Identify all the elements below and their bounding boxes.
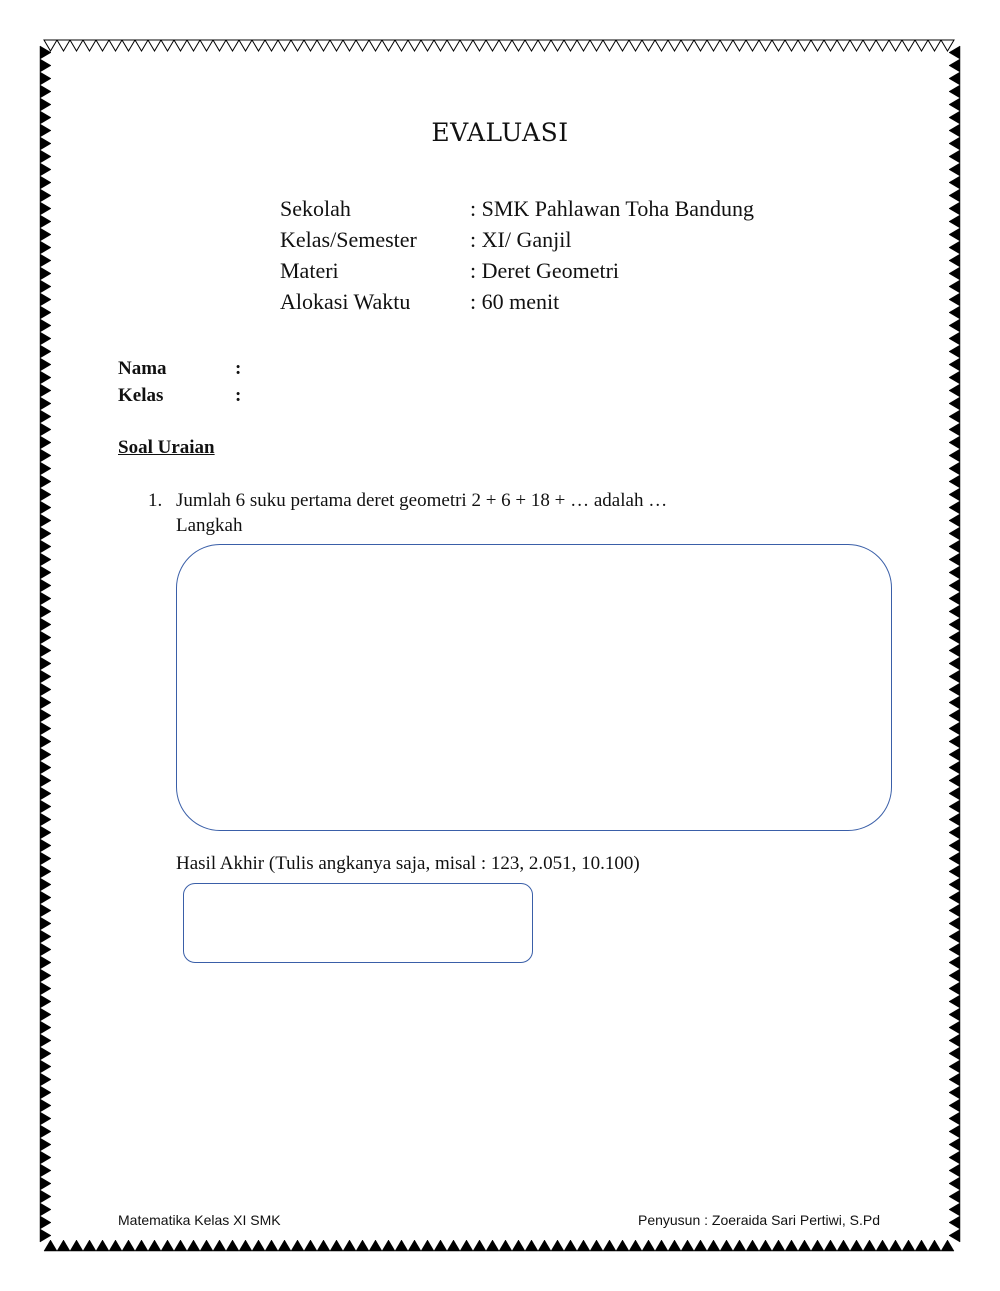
student-class-label: Kelas [118,385,164,406]
info-label: Materi [280,258,339,283]
info-row-material [280,258,754,289]
info-value: : XI/ Ganjil [470,227,572,252]
info-value: : Deret Geometri [470,258,620,283]
final-answer-input[interactable] [183,883,533,963]
info-row-time-allocation [280,289,754,320]
info-value: : 60 menit [470,289,560,314]
info-label: Kelas/Semester [280,227,417,252]
footer-author: Penyusun : Zoeraida Sari Pertiwi, S.Pd [637,1212,880,1228]
student-info [118,358,241,412]
page-title: EVALUASI [431,118,569,147]
question-number: 1. [148,490,163,511]
student-name-label: Nama [118,358,167,379]
steps-answer-box[interactable] [176,544,892,831]
student-name-row [118,358,241,385]
info-value: : SMK Pahlawan Toha Bandung [470,196,755,221]
school-info [280,196,754,320]
student-name-colon: : [235,358,242,379]
student-class-row [118,385,241,412]
step-label: Langkah [176,515,243,536]
info-row-class-semester [280,227,754,258]
footer-subject: Matematika Kelas XI SMK [118,1212,281,1228]
question-text: Jumlah 6 suku pertama deret geometri 2 + 6 + 18 + … adalah … [176,490,668,511]
student-class-colon: : [235,385,242,406]
result-label: Hasil Akhir (Tulis angkanya saja, misal : 123, 2.051, 10.100) [176,853,640,874]
info-row-school [280,196,754,227]
section-title: Soal Uraian [118,437,215,458]
info-label: Sekolah [280,196,351,221]
info-label: Alokasi Waktu [280,289,411,314]
